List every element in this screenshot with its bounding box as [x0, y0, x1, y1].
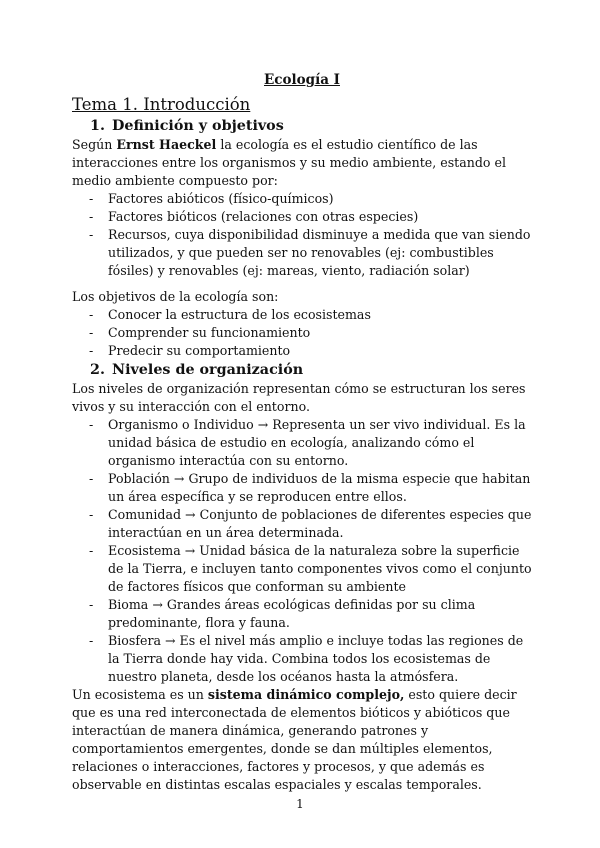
tema-heading: Tema 1. Introducción	[72, 95, 251, 114]
document-page	[72, 70, 532, 794]
document-title: Ecología I	[264, 72, 340, 88]
objetivos-intro: Los objetivos de la ecología son:	[72, 289, 279, 304]
list-item: - Predecir su comportamiento	[89, 342, 532, 360]
list-item: - Factores abióticos (físico-químicos)	[89, 190, 532, 208]
list-item: - Comunidad → Conjunto de poblaciones de diferentes especies que interactúan en un área determinada.	[89, 506, 532, 542]
text-span: esto quiere decir que es una red interconectada de elementos bióticos y abióticos que interactúan de manera dinámica, generando patrones y comportamientos emergentes, donde se dan múltiples elementos, relaciones o interacciones, factores y procesos, y que además es observable en distintas escalas espaciales y escalas temporales.	[72, 687, 517, 792]
list-item: - Bioma → Grandes áreas ecológicas definidas por su clima predominante, flora y fauna.	[89, 596, 532, 632]
section-number: 1.	[90, 118, 105, 134]
section-heading-niveles	[72, 360, 532, 380]
list-item: - Biosfera → Es el nivel más amplio e incluye todas las regiones de la Tierra donde hay vida. Combina todos los ecosistemas de nuestro planeta, desde los océanos hasta la atmósfera.	[89, 632, 532, 686]
definition-paragraph	[72, 136, 532, 190]
objetivos-list	[72, 306, 532, 360]
list-item: - Ecosistema → Unidad básica de la naturaleza sobre la superficie de la Tierra, e incluyen tanto componentes vivos como el conjunto de factores físicos que conforman su ambiente	[89, 542, 532, 596]
section-heading-definicion	[72, 116, 532, 136]
list-item: - Comprender su funcionamiento	[89, 324, 532, 342]
section-title: Definición y objetivos	[112, 118, 284, 134]
section-number: 2.	[90, 362, 105, 378]
section-title: Niveles de organización	[112, 362, 304, 378]
niveles-list	[72, 416, 532, 686]
list-item: - Población → Grupo de individuos de la misma especie que habitan un área específica y se reproducen entre ellos.	[89, 470, 532, 506]
author-name: Ernst Haeckel	[116, 137, 217, 152]
page-number: 1	[296, 797, 304, 811]
text-span: Un ecosistema es un	[72, 687, 208, 702]
text-span: Según	[72, 137, 117, 152]
text-span: la ecología es el estudio científico de las interacciones entre los organismos y su medio ambiente, estando el medio ambiente compuesto por:	[72, 137, 506, 188]
medio-ambiente-list	[72, 190, 532, 280]
key-term: sistema dinámico complejo,	[207, 687, 405, 702]
list-item: - Factores bióticos (relaciones con otras especies)	[89, 208, 532, 226]
niveles-intro: Los niveles de organización representan cómo se estructuran los seres vivos y su interacción con el entorno.	[72, 381, 526, 414]
ecosistema-paragraph	[72, 686, 532, 794]
list-item: - Organismo o Individuo → Representa un ser vivo individual. Es la unidad básica de estudio en ecología, analizando cómo el organismo interactúa con su entorno.	[89, 416, 532, 470]
list-item: - Recursos, cuya disponibilidad disminuye a medida que van siendo utilizados, y que pueden ser no renovables (ej: combustibles fósiles) y renovables (ej: mareas, viento, radiación solar)	[89, 226, 532, 280]
list-item: - Conocer la estructura de los ecosistemas	[89, 306, 532, 324]
